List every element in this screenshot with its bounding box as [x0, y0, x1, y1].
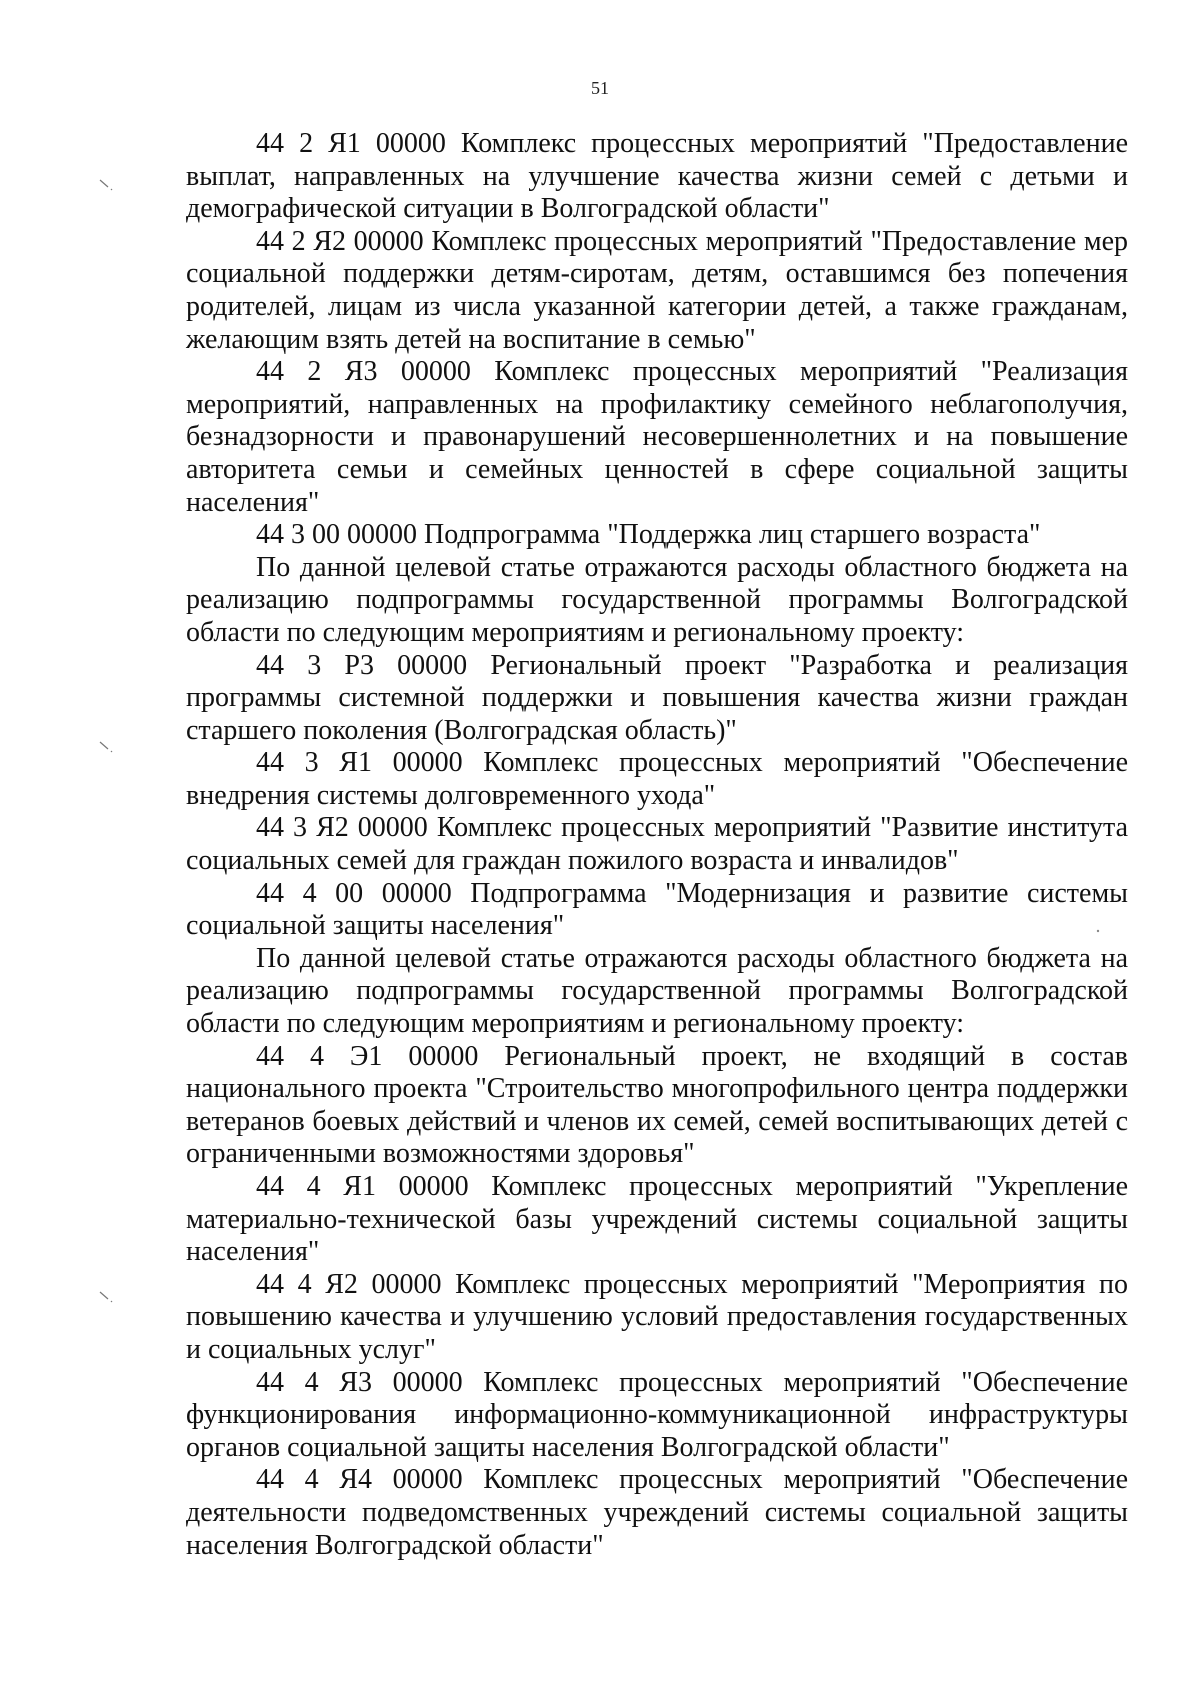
paragraph: 44 2 Я3 00000 Комплекс процессных мероприятий "Реализация мероприятий, направленных на профилактику семейного неблагополучия, безнадзорности и правонарушений несовершеннолетних и на повышение авторитета семьи и семейных ценностей в сфере социальной защиты населения"	[186, 356, 1128, 518]
paragraph: По данной целевой статье отражаются расходы областного бюджета на реализацию подпрограммы государственной программы Волгоградской области по следующим мероприятиям и региональному проекту:	[186, 942, 1128, 1040]
document-body	[186, 128, 1128, 1562]
page-number: 51	[591, 78, 609, 98]
paragraph: 44 4 Я1 00000 Комплекс процессных мероприятий "Укрепление материально-технической базы учреждений системы социальной защиты населения"	[186, 1171, 1128, 1268]
paragraph: 44 4 Я4 00000 Комплекс процессных мероприятий "Обеспечение деятельности подведомственных учреждений системы социальной защиты населения Волгоградской области"	[186, 1464, 1128, 1561]
paragraph: 44 2 Я1 00000 Комплекс процессных мероприятий "Предоставление выплат, направленных на улучшение качества жизни семей с детьми и демографической ситуации в Волгоградской области"	[186, 128, 1128, 225]
paragraph: По данной целевой статье отражаются расходы областного бюджета на реализацию подпрограммы государственной программы Волгоградской области по следующим мероприятиям и региональному проекту:	[186, 551, 1128, 648]
scan-mark-icon	[98, 740, 116, 754]
paragraph: 44 3 Я1 00000 Комплекс процессных мероприятий "Обеспечение внедрения системы долговременного ухода"	[186, 747, 1128, 811]
scan-mark-icon	[98, 178, 116, 192]
paragraph: 44 4 Я3 00000 Комплекс процессных мероприятий "Обеспечение функционирования информационно-коммуникационной инфраструктуры органов социальной защиты населения Волгоградской области"	[186, 1366, 1128, 1463]
paragraph: 44 2 Я2 00000 Комплекс процессных мероприятий "Предоставление мер социальной поддержки детям-сиротам, детям, оставшимся без попечения родителей, лицам из числа указанной категории детей, а также гражданам, желающим взять детей на воспитание в семью"	[186, 225, 1128, 355]
paragraph: 44 4 00 00000 Подпрограмма "Модернизация и развитие системы социальной защиты населения"	[186, 877, 1128, 942]
paragraph: 44 3 Я2 00000 Комплекс процессных мероприятий "Развитие института социальных семей для граждан пожилого возраста и инвалидов"	[186, 812, 1128, 877]
paragraph: 44 4 Э1 00000 Региональный проект, не входящий в состав национального проекта "Строительство многопрофильного центра поддержки ветеранов боевых действий и членов их семей, семей воспитывающих детей с ограниченными возможностями здоровья"	[186, 1040, 1128, 1170]
scan-mark-icon	[98, 1290, 116, 1304]
paragraph: 44 3 00 00000 Подпрограмма "Поддержка лиц старшего возраста"	[256, 519, 1041, 551]
paragraph: 44 3 P3 00000 Региональный проект "Разработка и реализация программы системной поддержки и повышения качества жизни граждан старшего поколения (Волгоградская область)"	[186, 649, 1128, 746]
paragraph: 44 4 Я2 00000 Комплекс процессных мероприятий "Мероприятия по повышению качества и улучшению условий предоставления государственных и социальных услуг"	[186, 1268, 1128, 1365]
